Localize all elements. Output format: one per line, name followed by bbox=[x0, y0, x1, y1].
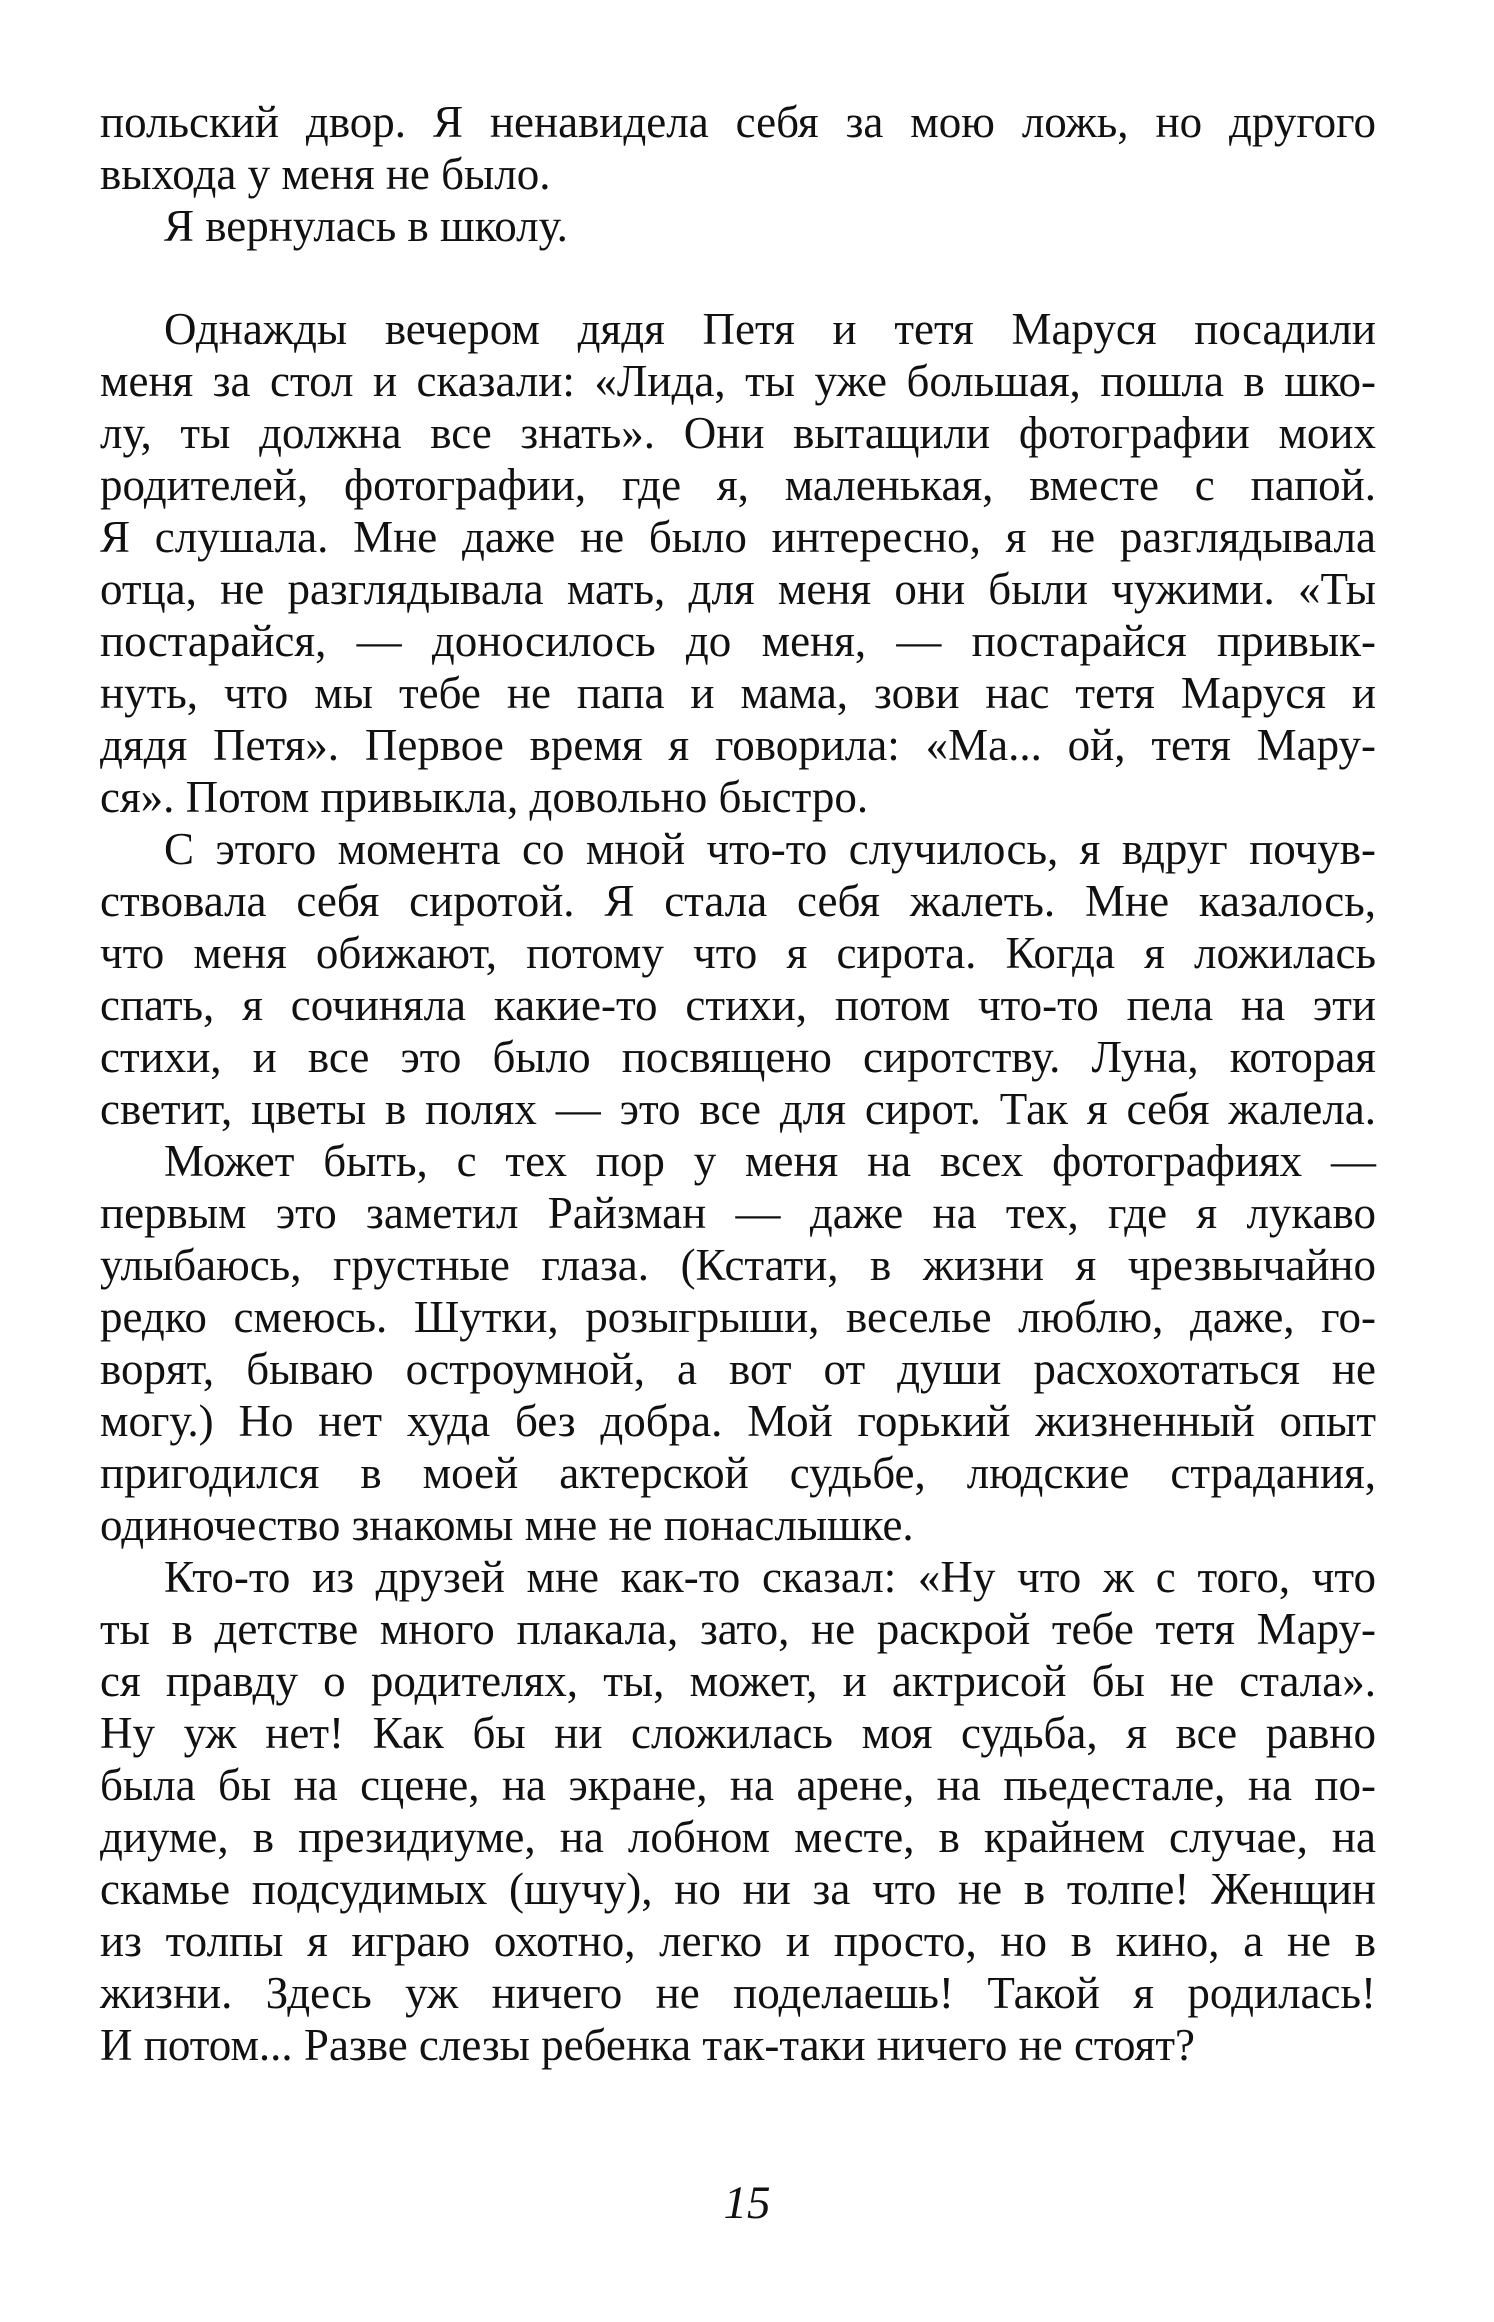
text-line: могу.) Но нет худа без добра. Мой горький жизненный опыт bbox=[100, 1396, 1376, 1446]
text-line: И потом... Разве слезы ребенка так-таки ничего не стоят? bbox=[100, 2020, 1195, 2070]
text-line: С этого момента со мной что-то случилось, я вдруг почув- bbox=[164, 824, 1376, 874]
text-line: Может быть, с тех пор у меня на всех фотографиях — bbox=[164, 1136, 1376, 1186]
text-line: что меня обижают, потому что я сирота. Когда я ложилась bbox=[100, 928, 1376, 978]
text-line: Ну уж нет! Как бы ни сложилась моя судьба, я все равно bbox=[100, 1708, 1376, 1758]
text-line: ся правду о родителях, ты, может, и актрисой бы не стала». bbox=[100, 1656, 1376, 1706]
text-line: ся». Потом привыкла, довольно быстро. bbox=[100, 772, 869, 822]
text-line: ты в детстве много плакала, зато, не раскрой тебе тетя Мару- bbox=[100, 1604, 1376, 1654]
text-line: улыбаюсь, грустные глаза. (Кстати, в жизни я чрезвычайно bbox=[100, 1240, 1376, 1290]
text-line: спать, я сочиняла какие-то стихи, потом что-то пела на эти bbox=[100, 980, 1376, 1030]
text-line: ворят, бываю остроумной, а вот от души расхохотаться не bbox=[100, 1344, 1376, 1394]
text-line: выхода у меня не было. bbox=[100, 149, 551, 199]
text-line: постарайся, — доносилось до меня, — постарайся привык- bbox=[100, 616, 1376, 666]
text-line: диуме, в президиуме, на лобном месте, в крайнем случае, на bbox=[100, 1812, 1376, 1862]
text-line: редко смеюсь. Шутки, розыгрыши, веселье люблю, даже, го- bbox=[100, 1292, 1376, 1342]
text-line: скамье подсудимых (шучу), но ни за что не в толпе! Женщин bbox=[100, 1864, 1376, 1914]
text-line: Я вернулась в школу. bbox=[164, 201, 568, 251]
text-line: была бы на сцене, на экране, на арене, на пьедестале, на по- bbox=[100, 1760, 1376, 1810]
text-line: пригодился в моей актерской судьбе, людские страдания, bbox=[100, 1448, 1376, 1498]
text-line: нуть, что мы тебе не папа и мама, зови нас тетя Маруся и bbox=[100, 668, 1376, 718]
text-line: стихи, и все это было посвящено сиротству. Луна, которая bbox=[100, 1032, 1376, 1082]
text-line: Однажды вечером дядя Петя и тетя Маруся посадили bbox=[164, 304, 1376, 354]
text-line: первым это заметил Райзман — даже на тех, где я лукаво bbox=[100, 1188, 1376, 1238]
text-line: меня за стол и сказали: «Лида, ты уже большая, пошла в шко- bbox=[100, 356, 1376, 406]
text-line: ствовала себя сиротой. Я стала себя жалеть. Мне казалось, bbox=[100, 876, 1376, 926]
text-line: польский двор. Я ненавидела себя за мою ложь, но другого bbox=[100, 97, 1376, 147]
text-line: лу, ты должна все знать». Они вытащили фотографии моих bbox=[100, 408, 1376, 458]
text-line: родителей, фотографии, где я, маленькая, вместе с папой. bbox=[100, 460, 1376, 510]
page-number: 15 bbox=[723, 2177, 771, 2229]
text-line: одиночество знакомы мне не понаслышке. bbox=[100, 1500, 914, 1550]
section-break bbox=[100, 252, 1376, 303]
page-body bbox=[100, 96, 1376, 2071]
text-line: жизни. Здесь уж ничего не поделаешь! Такой я родилась! bbox=[100, 1968, 1376, 2018]
text-line: отца, не разглядывала мать, для меня они были чужими. «Ты bbox=[100, 564, 1376, 614]
text-line: из толпы я играю охотно, легко и просто, но в кино, а не в bbox=[100, 1916, 1376, 1966]
text-line: дядя Петя». Первое время я говорила: «Ма... ой, тетя Мару- bbox=[100, 720, 1376, 770]
text-line: Я слушала. Мне даже не было интересно, я не разглядывала bbox=[100, 512, 1376, 562]
text-line: Кто-то из друзей мне как-то сказал: «Ну что ж с того, что bbox=[164, 1552, 1376, 1602]
text-line: светит, цветы в полях — это все для сирот. Так я себя жалела. bbox=[100, 1084, 1376, 1134]
